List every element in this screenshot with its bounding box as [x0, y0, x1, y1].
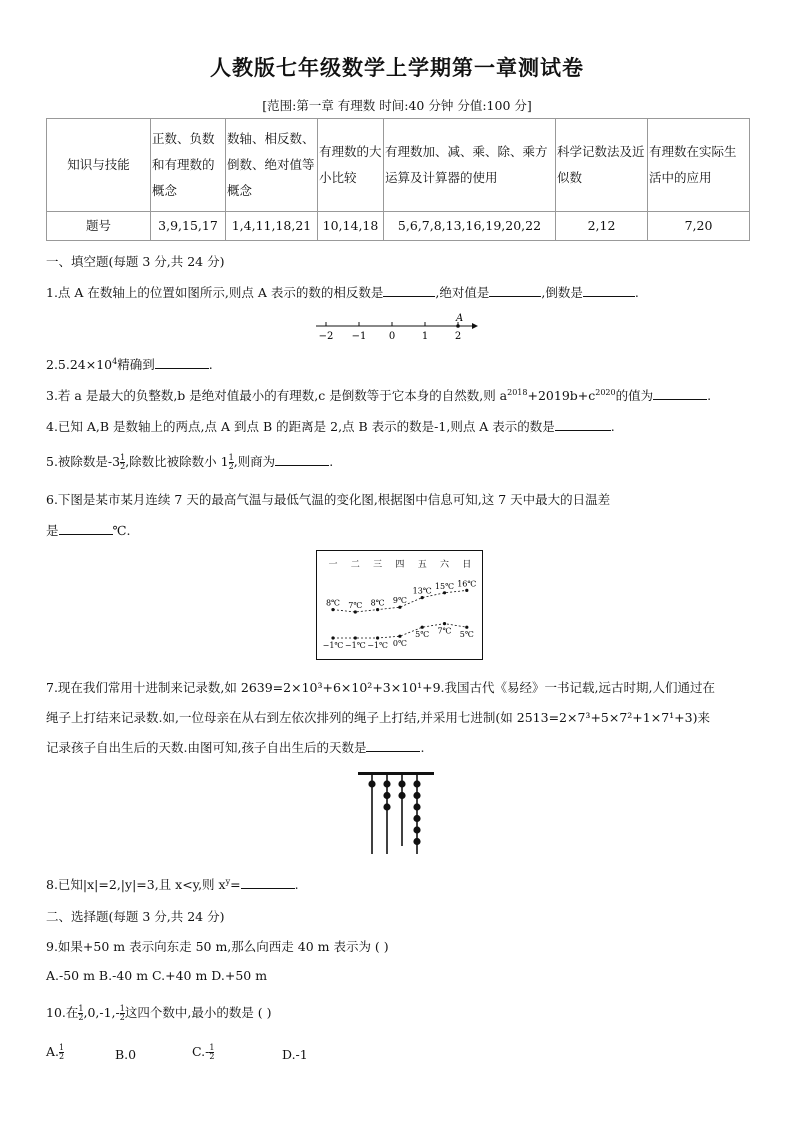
tick-label: 0 [388, 331, 396, 342]
rope-bar [358, 772, 434, 775]
temp-data-label: −1℃ [367, 641, 388, 650]
tick-label: 2 [454, 331, 462, 342]
temp-data-label: −1℃ [322, 641, 344, 650]
option-d[interactable]: D.-1 [282, 1047, 308, 1062]
temp-point [443, 622, 446, 625]
day-label: 五 [417, 560, 427, 570]
question-numbers-cell: 7,20 [648, 212, 750, 241]
knot [398, 780, 405, 787]
question-7-line2: 绳子上打结来记录数.如,一位母亲在从右到左依次排列的绳子上打结,并采用七进制(如 2513=2×7³+5×7²+1×7¹+3)来 [46, 710, 710, 725]
question-9: 9.如果+50 m 表示向东走 50 m,那么向西走 40 m 表示为 ( ) [46, 939, 389, 954]
knot [398, 792, 405, 799]
temp-point [331, 636, 334, 639]
temp-point [376, 636, 379, 639]
knot [383, 792, 390, 799]
question-numbers-cell: 2,12 [556, 212, 648, 241]
answer-blank[interactable] [366, 739, 420, 752]
temp-point [421, 596, 424, 599]
topic-cell: 有理数的大小比较 [318, 119, 384, 212]
tick-label: 1 [421, 331, 429, 342]
row-label-questions: 题号 [47, 212, 151, 241]
topic-cell: 有理数在实际生活中的应用 [648, 119, 750, 212]
answer-blank[interactable] [653, 387, 707, 400]
temp-data-label: 15℃ [434, 581, 455, 591]
option-a[interactable]: A. $\frac{1}{2}$ [46, 1043, 65, 1061]
topic-cell: 数轴、相反数、倒数、绝对值等概念 [226, 119, 318, 212]
question-6-line2: 是 ℃. [46, 523, 131, 538]
question-numbers-cell: 5,6,7,8,13,16,19,20,22 [384, 212, 556, 241]
temp-data-label: 9℃ [392, 596, 407, 606]
day-label: 六 [439, 560, 450, 570]
temp-data-label: 8℃ [370, 598, 385, 608]
answer-blank[interactable] [383, 284, 435, 297]
temp-point [398, 606, 401, 609]
temp-point [443, 591, 446, 594]
temp-point [354, 636, 357, 639]
question-numbers-cell: 10,14,18 [318, 212, 384, 241]
answer-blank[interactable] [583, 284, 635, 297]
knotted-ropes-figure [356, 770, 436, 860]
row-label-topic: 知识与技能 [47, 119, 151, 212]
answer-blank[interactable] [275, 453, 329, 466]
knowledge-table [46, 118, 750, 241]
option-c[interactable]: C.- $\frac{1}{2}$ [192, 1043, 215, 1061]
temp-data-label: 5℃ [415, 630, 430, 640]
question-2: $2.5.24\times 10^4$精确到 . [46, 357, 213, 372]
day-label: 二 [350, 560, 360, 570]
temp-data-label: 5℃ [459, 630, 474, 640]
answer-blank[interactable] [555, 418, 611, 431]
point-a-marker [456, 324, 460, 328]
number-line-figure [310, 310, 480, 344]
temp-data-label: −1℃ [344, 641, 366, 650]
knot [413, 815, 420, 822]
knot [413, 826, 420, 833]
day-label: 三 [373, 560, 383, 570]
question-numbers-cell: 1,4,11,18,21 [226, 212, 318, 241]
temp-data-label: 7℃ [348, 601, 363, 610]
question-8: 8.已知|x|=2,|y|=3,且 x<y,则 $x^y=$ . [46, 877, 299, 892]
answer-blank[interactable] [59, 522, 113, 535]
question-10: 10.在 $\frac{1}{2}$ ,0,-1,- $\frac{1}{2}$ 这四个数中,最小的数是 ( ) [46, 1004, 272, 1022]
temp-point [465, 626, 468, 629]
answer-blank[interactable] [489, 284, 541, 297]
temp-point [398, 635, 401, 638]
question-6-line1: 6.下图是某市某月连续 7 天的最高气温与最低气温的变化图,根据图中信息可知,这 7 天中最大的日温差 [46, 492, 611, 507]
answer-blank[interactable] [155, 356, 209, 369]
point-a-label: A [456, 313, 464, 324]
knot [368, 780, 375, 787]
topic-cell: 有理数加、减、乘、除、乘方运算及计算器的使用 [384, 119, 556, 212]
knot [413, 803, 420, 810]
temperature-chart [316, 550, 483, 660]
day-label: 日 [462, 560, 472, 570]
question-numbers-cell: 3,9,15,17 [151, 212, 226, 241]
temp-point [421, 626, 424, 629]
knot [413, 792, 420, 799]
answer-blank[interactable] [241, 876, 295, 889]
temp-point [331, 608, 334, 611]
temp-point [354, 610, 357, 613]
page-title: 人教版七年级数学上学期第一章测试卷 [210, 55, 584, 80]
temp-data-label: 7℃ [437, 626, 452, 636]
temp-data-label: 13℃ [412, 586, 432, 596]
knot [383, 803, 390, 810]
question-4: 4.已知 A,B 是数轴上的两点,点 A 到点 B 的距离是 2,点 B 表示的数是-1,则点 A 表示的数是 . [46, 419, 615, 434]
day-label: 一 [328, 560, 338, 570]
temp-data-label: 0℃ [392, 639, 407, 649]
question-5: 5.被除数是-3 $\frac{1}{2}$ ,除数比被除数小 1 $\frac{1}{2}$ ,则商为 . [46, 453, 334, 471]
question-1: 1.点 A 在数轴上的位置如图所示,则点 A 表示的数的相反数是 ,绝对值是 ,倒数是 . [46, 285, 639, 300]
topic-cell: 正数、负数和有理数的概念 [151, 119, 226, 212]
option-b[interactable]: B.0 [115, 1047, 137, 1062]
knot [383, 780, 390, 787]
number-line-arrow [472, 323, 478, 329]
temp-data-label: 16℃ [457, 579, 477, 589]
question-9-options[interactable]: A.-50 m B.-40 m C.+40 m D.+50 m [46, 968, 268, 983]
exam-info: [范围:第一章 有理数 时间:40 分钟 分值:100 分] [262, 98, 532, 113]
section-fill-header: 一、填空题(每题 3 分,共 24 分) [46, 254, 225, 269]
temp-point [465, 589, 468, 592]
section-choice-header: 二、选择题(每题 3 分,共 24 分) [46, 909, 225, 924]
temp-point [376, 608, 379, 611]
topic-cell: 科学记数法及近似数 [556, 119, 648, 212]
tick-label: −2 [318, 331, 334, 342]
knot [413, 780, 420, 787]
question-7-line1: 7.现在我们常用十进制来记录数,如 2639=2×10³+6×10²+3×10¹+9.我国古代《易经》一书记载,远古时期,人们通过在 [46, 680, 715, 695]
knot [413, 838, 420, 845]
question-3: 3.若 a 是最大的负整数,b 是绝对值最小的有理数,c 是倒数等于它本身的自然数,则 $a^{2018}+2019b+c^{2020}$的值为 . [46, 388, 712, 403]
day-label: 四 [395, 560, 405, 570]
temp-data-label: 8℃ [325, 598, 341, 608]
tick-label: −1 [351, 331, 367, 342]
question-7-line3: 记录孩子自出生后的天数.由图可知,孩子自出生后的天数是 . [46, 740, 425, 755]
